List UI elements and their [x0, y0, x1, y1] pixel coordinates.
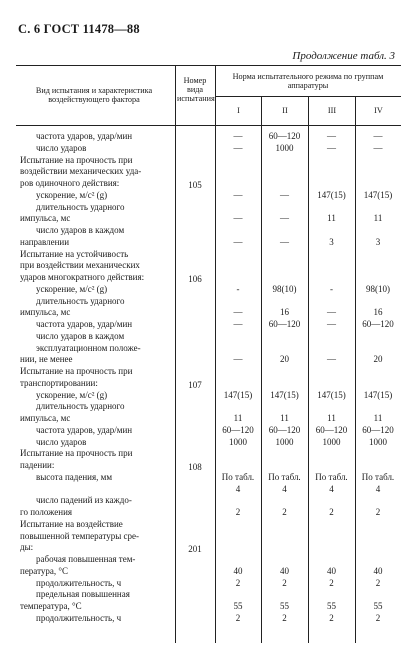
norm-value-group-1: 4 [235, 483, 241, 494]
row-label: ров одиночного действия: [20, 178, 120, 188]
column-header-norm-group: Норма испытательного режима по группам аппаратуры [232, 72, 384, 90]
column-divider-1 [175, 65, 176, 643]
norm-value-group-1: 60—120 [222, 424, 254, 435]
norm-value-group-2: 98(10) [272, 283, 297, 294]
table-header-bottom-border [16, 125, 401, 126]
norm-value-group-1: По табл. [221, 471, 255, 482]
row-label: го положения [20, 507, 73, 517]
row-label: рабочая повышенная тем- [36, 554, 136, 564]
test-number: 106 [188, 274, 202, 284]
norm-value-group-4: 40 [373, 565, 383, 576]
row-label: ды: [20, 542, 34, 553]
table-top-border [16, 65, 401, 66]
norm-value-group-4: — [373, 142, 383, 153]
norm-value-group-1: 1000 [229, 436, 247, 447]
norm-value-group-3: 2 [329, 612, 334, 623]
norm-value-group-1: — [233, 236, 243, 247]
norm-value-group-2: 20 [280, 354, 289, 365]
norm-value-group-4: 60—120 [362, 424, 394, 435]
norm-value-group-3: 4 [329, 483, 334, 494]
norm-value-group-4: 55 [373, 601, 383, 611]
column-divider-4 [308, 96, 309, 643]
column-header-group-iv: IV [374, 106, 383, 115]
norm-value-group-4: — [373, 131, 383, 141]
norm-value-group-3: - [330, 283, 333, 294]
row-label: повышенной температуры сре- [20, 530, 140, 541]
row-label: частота ударов, удар/мин [36, 131, 133, 141]
row-label: число ударов [36, 436, 87, 447]
norm-value-group-4: 147(15) [363, 389, 393, 400]
test-number: 107 [188, 379, 202, 390]
norm-value-group-2: 4 [282, 483, 287, 494]
norm-value-group-2: 60—120 [268, 131, 301, 141]
norm-value-group-3: — [327, 307, 336, 318]
norm-value-group-2: — [280, 236, 289, 247]
row-label: продолжительность, ч [36, 612, 122, 623]
norm-value-group-4: 98(10) [366, 283, 390, 294]
norm-value-group-3: 147(15) [317, 389, 346, 400]
row-label: ударов многократного действия: [20, 272, 145, 282]
norm-value-group-1: 40 [233, 565, 243, 576]
row-label: длительность ударного [36, 401, 125, 412]
norm-value-group-1: — [233, 189, 243, 200]
column-header-group-ii: II [282, 106, 288, 115]
column-divider-5 [355, 96, 356, 643]
row-label: падении: [20, 460, 55, 470]
test-number: 105 [188, 180, 202, 190]
norm-value-group-2: 40 [280, 565, 289, 576]
column-header-test-type: Вид испытания и характеристика воздействующего фактора [35, 86, 153, 104]
norm-value-group-1: — [233, 354, 243, 365]
row-label: ускорение, м/с² (g) [36, 189, 108, 200]
norm-value-group-4: 11 [373, 213, 383, 224]
norm-value-group-3: 40 [327, 565, 336, 576]
norm-value-group-1: — [233, 307, 243, 318]
norm-value-group-1: 147(15) [223, 389, 253, 400]
norm-value-group-4: По табл. [361, 471, 395, 482]
norm-value-group-3: — [327, 319, 336, 329]
norm-value-group-3: 1000 [322, 436, 341, 447]
norm-value-group-1: — [233, 131, 243, 141]
norm-value-group-2: По табл. [268, 471, 301, 482]
norm-value-group-1: 11 [233, 413, 243, 423]
norm-value-group-4: 11 [373, 413, 383, 423]
norm-value-group-3: — [327, 354, 336, 365]
row-label: Испытание на устойчивость [20, 248, 129, 259]
norm-value-group-2: — [280, 213, 289, 224]
row-label: ускорение, м/с² (g) [36, 283, 108, 294]
row-label: импульса, мс [20, 413, 71, 423]
row-label: нии, не менее [20, 354, 73, 365]
column-header-group-iii: III [327, 106, 337, 115]
row-label: при воздействии механических [20, 260, 140, 271]
norm-value-group-4: 60—120 [362, 319, 394, 329]
norm-value-group-2: 2 [282, 507, 287, 517]
page-header: С. 6 ГОСТ 11478—88 [18, 22, 140, 36]
norm-value-group-4: 2 [375, 612, 381, 623]
norm-value-group-1: — [233, 142, 243, 153]
column-divider-3 [261, 96, 262, 643]
column-header-test-number: Номер вида испытания [177, 76, 215, 103]
row-label: число ударов в каждом [36, 225, 125, 235]
norm-value-group-3: 2 [329, 507, 334, 517]
row-label: частота ударов, удар/мин [36, 424, 133, 435]
row-label: направлении [20, 236, 70, 247]
norm-value-group-2: 1000 [275, 142, 294, 153]
row-label: транспортировании: [20, 377, 98, 388]
test-number: 201 [188, 544, 202, 555]
norm-value-group-4: 1000 [369, 436, 387, 447]
norm-value-group-3: 2 [329, 577, 334, 588]
norm-value-group-1: — [233, 213, 243, 224]
norm-value-group-3: 60—120 [315, 424, 348, 435]
row-label: Испытание на прочность при [20, 154, 133, 165]
row-label: Испытание на воздействие [20, 518, 123, 529]
norm-value-group-3: 147(15) [317, 189, 346, 200]
row-label: пература, °С [20, 565, 68, 576]
table-continuation-caption: Продолжение табл. 3 [292, 50, 395, 62]
norm-value-group-1: 55 [233, 601, 243, 611]
norm-value-group-2: 2 [282, 612, 287, 623]
row-label: температура, °С [20, 601, 82, 611]
norm-value-group-1: — [233, 319, 243, 329]
row-label: высота падения, мм [36, 471, 113, 482]
norm-value-group-1: 2 [235, 577, 241, 588]
norm-value-group-3: — [327, 131, 336, 141]
norm-value-group-2: 11 [280, 413, 289, 423]
row-label: Испытание на прочность при [20, 448, 133, 459]
row-label: предельная повышенная [36, 589, 130, 600]
row-label: ускорение, м/с² (g) [36, 389, 108, 400]
row-label: число ударов в каждом [36, 330, 125, 341]
norm-value-group-4: 20 [373, 354, 383, 365]
norm-value-group-3: — [327, 142, 336, 153]
norm-value-group-4: 147(15) [363, 189, 393, 200]
norm-value-group-2: 2 [282, 577, 287, 588]
norm-value-group-1: - [236, 283, 240, 294]
row-label: воздействии механических уда- [20, 166, 142, 177]
norm-value-group-4: 4 [375, 483, 381, 494]
norm-value-group-4: 3 [375, 236, 381, 247]
row-label: эксплуатационном положе- [36, 342, 141, 353]
row-label: длительность ударного [36, 201, 125, 212]
row-label: число падений из каждо- [36, 495, 132, 506]
norm-value-group-3: 11 [327, 413, 336, 423]
norm-value-group-2: 16 [280, 307, 289, 318]
row-label: Испытание на прочность при [20, 366, 133, 376]
row-label: продолжительность, ч [36, 577, 122, 588]
row-label: импульса, мс [20, 307, 71, 318]
norm-value-group-4: 16 [373, 307, 383, 318]
row-label: импульса, мс [20, 213, 71, 224]
row-label: число ударов [36, 142, 87, 153]
norm-value-group-2: 60—120 [268, 319, 301, 329]
norm-value-group-3: 55 [327, 601, 336, 611]
norm-value-group-2: 60—120 [268, 424, 301, 435]
norm-value-group-2: 147(15) [270, 389, 299, 400]
norm-value-group-3: 11 [327, 213, 336, 224]
row-label: длительность ударного [36, 295, 125, 306]
norm-value-group-3: 3 [329, 236, 334, 247]
norm-value-group-2: 55 [280, 601, 289, 611]
test-number: 108 [188, 462, 202, 472]
norm-value-group-3: По табл. [315, 471, 348, 482]
column-header-group-i: I [237, 106, 240, 115]
norm-value-group-2: — [280, 189, 289, 200]
norm-value-group-1: 2 [235, 612, 241, 623]
norm-value-group-1: 2 [235, 507, 241, 517]
norm-value-group-4: 2 [375, 577, 381, 588]
row-label: частота ударов, удар/мин [36, 319, 133, 329]
norm-value-group-2: 1000 [275, 436, 294, 447]
norm-value-group-4: 2 [375, 507, 381, 517]
